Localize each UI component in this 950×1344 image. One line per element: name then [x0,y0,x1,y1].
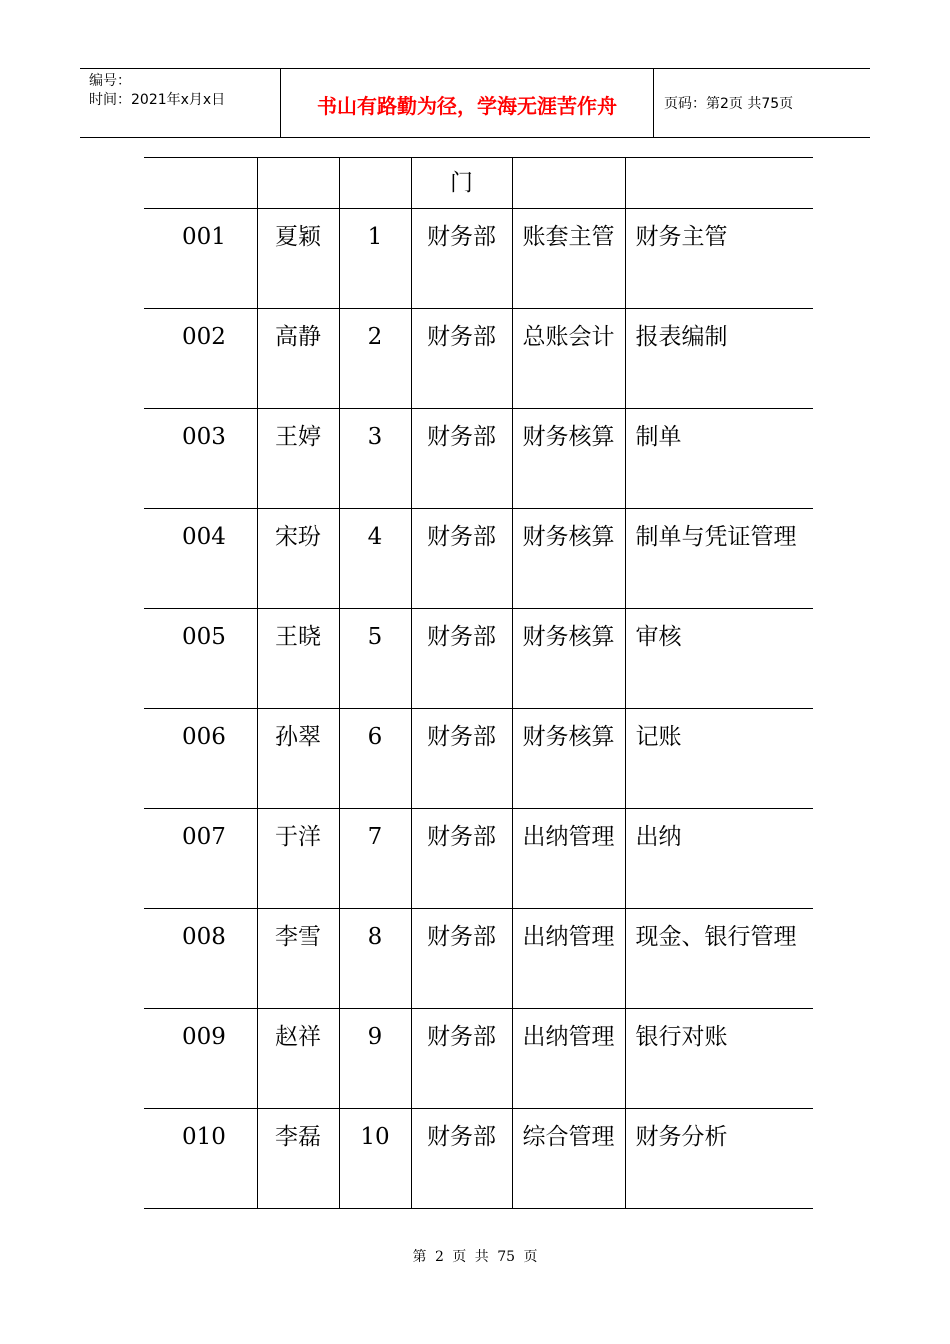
table-row [144,1009,813,1109]
staff-department-cell: 财务部 [411,1009,512,1109]
staff-department-cell: 财务部 [411,709,512,809]
staff-table [144,157,813,1209]
table-cell [512,158,625,209]
staff-duty-cell: 制单 [625,409,813,509]
staff-id-cell: 001 [144,209,257,309]
staff-duty-cell: 报表编制 [625,309,813,409]
staff-seq-cell: 5 [339,609,411,709]
staff-seq-cell: 9 [339,1009,411,1109]
staff-department-cell: 财务部 [411,409,512,509]
staff-duty-cell: 出纳 [625,809,813,909]
staff-role-cell: 财务核算 [512,409,625,509]
table-cell [339,158,411,209]
table-cell [257,158,339,209]
staff-seq-cell: 8 [339,909,411,1009]
staff-name-cell: 王晓 [257,609,339,709]
staff-duty-cell: 记账 [625,709,813,809]
staff-role-cell: 账套主管 [512,209,625,309]
header-page-info: 页码：第2页 共75页 [664,96,794,112]
staff-id-cell: 010 [144,1109,257,1209]
staff-id-cell: 003 [144,409,257,509]
staff-duty-cell: 财务主管 [625,209,813,309]
staff-name-cell: 高静 [257,309,339,409]
table-row [144,809,813,909]
header-meta [80,69,281,137]
table-row [144,509,813,609]
staff-seq-cell: 2 [339,309,411,409]
table-header-row [144,158,813,209]
staff-name-cell: 李雪 [257,909,339,1009]
staff-name-cell: 夏颖 [257,209,339,309]
table-row [144,209,813,309]
page-footer: 第 2 页 共 75 页 [412,1249,538,1265]
table-row [144,709,813,809]
table-cell [144,158,257,209]
staff-name-cell: 李磊 [257,1109,339,1209]
document-number-label: 编号： [89,73,131,89]
table-row [144,609,813,709]
staff-seq-cell: 1 [339,209,411,309]
staff-role-cell: 总账会计 [512,309,625,409]
page-header [80,68,870,138]
staff-name-cell: 王婷 [257,409,339,509]
staff-seq-cell: 4 [339,509,411,609]
staff-role-cell: 财务核算 [512,709,625,809]
staff-id-cell: 007 [144,809,257,909]
staff-duty-cell: 审核 [625,609,813,709]
staff-seq-cell: 6 [339,709,411,809]
staff-name-cell: 宋玢 [257,509,339,609]
staff-department-cell: 财务部 [411,809,512,909]
staff-duty-cell: 财务分析 [625,1109,813,1209]
header-motto: 书山有路勤为径，学海无涯苦作舟 [281,69,654,137]
staff-id-cell: 002 [144,309,257,409]
staff-department-cell: 财务部 [411,209,512,309]
staff-name-cell: 于洋 [257,809,339,909]
table-row [144,309,813,409]
staff-role-cell: 出纳管理 [512,809,625,909]
staff-id-cell: 004 [144,509,257,609]
table-row [144,909,813,1009]
staff-department-cell: 财务部 [411,909,512,1009]
staff-role-cell: 财务核算 [512,609,625,709]
staff-seq-cell: 7 [339,809,411,909]
staff-department-cell: 财务部 [411,609,512,709]
staff-seq-cell: 10 [339,1109,411,1209]
table-row [144,409,813,509]
staff-id-cell: 008 [144,909,257,1009]
staff-id-cell: 009 [144,1009,257,1109]
staff-seq-cell: 3 [339,409,411,509]
table-cell: 门 [411,158,512,209]
staff-duty-cell: 制单与凭证管理 [625,509,813,609]
table-cell [625,158,813,209]
staff-duty-cell: 银行对账 [625,1009,813,1109]
staff-role-cell: 综合管理 [512,1109,625,1209]
staff-name-cell: 赵祥 [257,1009,339,1109]
document-time-label: 时间：2021年x月x日 [89,92,226,108]
staff-id-cell: 005 [144,609,257,709]
table-row [144,1109,813,1209]
staff-role-cell: 财务核算 [512,509,625,609]
staff-role-cell: 出纳管理 [512,909,625,1009]
staff-role-cell: 出纳管理 [512,1009,625,1109]
staff-department-cell: 财务部 [411,309,512,409]
staff-department-cell: 财务部 [411,1109,512,1209]
staff-id-cell: 006 [144,709,257,809]
staff-name-cell: 孙翠 [257,709,339,809]
staff-duty-cell: 现金、银行管理 [625,909,813,1009]
staff-department-cell: 财务部 [411,509,512,609]
